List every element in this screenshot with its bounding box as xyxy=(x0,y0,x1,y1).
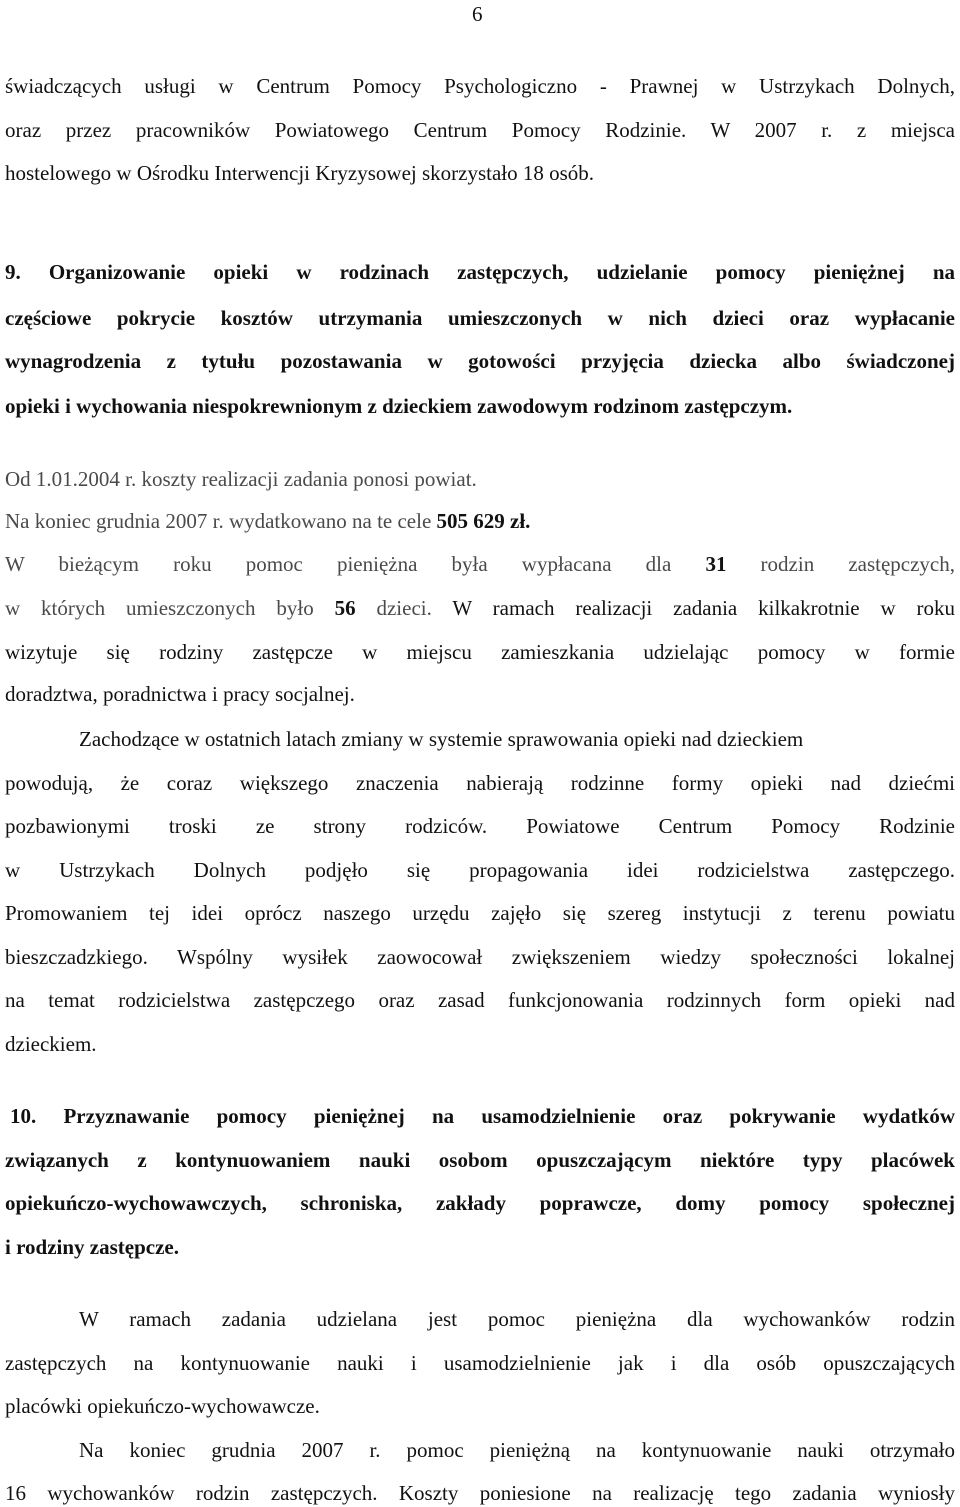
text-fragment: rodzin zastępczych, xyxy=(726,552,955,576)
text-line: bieszczadzkiego. Wspólny wysiłek zaowocował zwiększeniem wiedzy społeczności lokalnej xyxy=(5,945,955,969)
family-count: 31 xyxy=(705,552,727,576)
page-number: 6 xyxy=(472,2,483,26)
text-fragment: W bieżącym roku pomoc pieniężna była wypłacana dla xyxy=(5,552,706,576)
text-line: zastępczych na kontynuowanie nauki i usamodzielnienie jak i dla osób opuszczających xyxy=(5,1351,955,1375)
text-fragment: W ramach realizacji zadania kilkakrotnie w roku xyxy=(431,596,956,620)
text-line: powodują, że coraz większego znaczenia nabierają rodzinne formy opieki nad dziećmi xyxy=(5,771,955,795)
heading-line: opieki i wychowania niespokrewnionym z dzieckiem zawodowym rodzinom zastępczym. xyxy=(5,394,793,418)
heading-line: 10. Przyznawanie pomocy pieniężnej na usamodzielnienie oraz pokrywanie wydatków xyxy=(10,1104,955,1128)
text-line: oraz przez pracowników Powiatowego Centrum Pomocy Rodzinie. W 2007 r. z miejsca xyxy=(5,118,955,142)
text-line: dzieckiem. xyxy=(5,1032,97,1056)
text-fragment: dzieci. xyxy=(355,596,432,620)
heading-line: związanych z kontynuowaniem nauki osobom opuszczającym niektóre typy placówek xyxy=(5,1148,955,1172)
heading-line: i rodziny zastępcze. xyxy=(5,1235,179,1259)
heading-line: 9. Organizowanie opieki w rodzinach zastępczych, udzielanie pomocy pieniężnej na xyxy=(5,260,955,284)
heading-line: opiekuńczo-wychowawczych, schroniska, zakłady poprawcze, domy pomocy społecznej xyxy=(5,1191,955,1215)
text-line xyxy=(5,507,530,535)
heading-line: częściowe pokrycie kosztów utrzymania umieszczonych w nich dzieci oraz wypłacanie xyxy=(5,306,955,330)
text-fragment: Na koniec grudnia 2007 r. wydatkowano na te cele xyxy=(5,509,437,533)
text-line: w Ustrzykach Dolnych podjęło się propagowania idei rodzicielstwa zastępczego. xyxy=(5,858,955,882)
text-line: świadczących usługi w Centrum Pomocy Psychologiczno - Prawnej w Ustrzykach Dolnych, xyxy=(5,74,955,98)
text-line: W ramach zadania udzielana jest pomoc pieniężna dla wychowanków rodzin xyxy=(79,1307,955,1331)
text-line: placówki opiekuńczo-wychowawcze. xyxy=(5,1394,320,1418)
text-line: 16 wychowanków rodzin zastępczych. Koszty poniesione na realizację tego zadania wyniosły xyxy=(5,1481,955,1505)
text-line: doradztwa, poradnictwa i pracy socjalnej. xyxy=(5,682,355,706)
text-line xyxy=(5,550,955,578)
text-line: hostelowego w Ośrodku Interwencji Kryzysowej skorzystało 18 osób. xyxy=(5,161,595,185)
text-line: na temat rodzicielstwa zastępczego oraz zasad funkcjonowania rodzinnych form opieki nad xyxy=(5,988,955,1012)
text-fragment: w których umieszczonych było xyxy=(5,596,335,620)
text-line: wizytuje się rodziny zastępcze w miejscu zamieszkania udzielając pomocy w formie xyxy=(5,640,955,664)
text-line xyxy=(5,594,955,622)
children-count: 56 xyxy=(334,596,356,620)
text-line: Promowaniem tej idei oprócz naszego urzędu zajęło się szereg instytucji z terenu powiatu xyxy=(5,901,955,925)
heading-line: wynagrodzenia z tytułu pozostawania w gotowości przyjęcia dziecka albo świadczonej xyxy=(5,349,955,373)
amount-value: 505 629 zł. xyxy=(436,509,531,533)
text-line: Od 1.01.2004 r. koszty realizacji zadania ponosi powiat. xyxy=(5,467,477,491)
text-line: pozbawionymi troski ze strony rodziców. Powiatowe Centrum Pomocy Rodzinie xyxy=(5,814,955,838)
text-line: Zachodzące w ostatnich latach zmiany w systemie sprawowania opieki nad dzieckiem xyxy=(79,727,804,751)
text-line: Na koniec grudnia 2007 r. pomoc pieniężną na kontynuowanie nauki otrzymało xyxy=(79,1438,955,1462)
